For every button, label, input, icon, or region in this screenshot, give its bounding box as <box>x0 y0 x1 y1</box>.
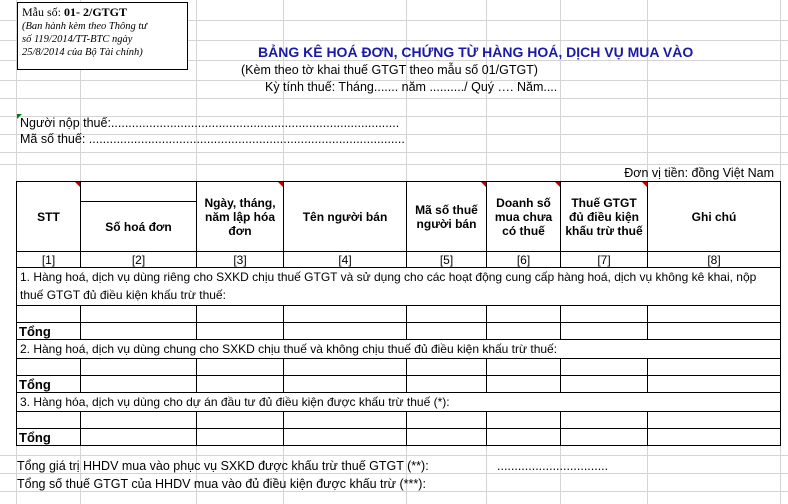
header-seller-tax-code: Mã số thuế người bán <box>407 182 487 252</box>
header-invoice-date: Ngày, tháng, năm lập hóa đơn <box>197 182 284 252</box>
table-cell[interactable] <box>81 376 197 393</box>
table-cell[interactable] <box>648 359 781 376</box>
section-2-total-label: Tổng <box>17 376 81 393</box>
table-cell[interactable] <box>648 412 781 429</box>
table-cell[interactable] <box>407 412 487 429</box>
table-cell[interactable] <box>407 323 487 340</box>
section-3-total-label: Tổng <box>17 429 81 446</box>
table-cell[interactable] <box>81 359 197 376</box>
col-number-4: [4] <box>284 252 407 268</box>
table-cell[interactable] <box>197 306 284 323</box>
table-cell[interactable] <box>561 412 648 429</box>
col-number-1: [1] <box>17 252 81 268</box>
table-cell[interactable] <box>81 429 197 446</box>
table-cell[interactable] <box>487 323 561 340</box>
col-number-8: [8] <box>648 252 781 268</box>
table-cell[interactable] <box>561 376 648 393</box>
header-invoice-number: Số hoá đơn <box>81 202 197 252</box>
form-number-box <box>17 2 188 70</box>
form-note-3: 25/8/2014 của Bộ Tài chính) <box>22 47 143 58</box>
footer-total-vat-line: Tổng số thuế GTGT của HHDV mua vào đủ điều kiện được khấu trừ (***): <box>17 477 426 491</box>
table-cell[interactable] <box>648 306 781 323</box>
table-cell[interactable] <box>197 323 284 340</box>
table-cell[interactable] <box>487 412 561 429</box>
form-note-2: số 119/2014/TT-BTC ngày <box>22 34 133 45</box>
table-cell[interactable] <box>197 376 284 393</box>
col-number-7: [7] <box>561 252 648 268</box>
table-cell[interactable] <box>17 359 81 376</box>
table-cell[interactable] <box>561 359 648 376</box>
table-cell[interactable] <box>17 306 81 323</box>
col-number-5: [5] <box>407 252 487 268</box>
table-cell[interactable] <box>284 429 407 446</box>
table-cell[interactable] <box>81 323 197 340</box>
section-1-heading: 1. Hàng hoá, dịch vụ dùng riêng cho SXKD chịu thuế GTGT và sử dụng cho các hoạt động cung cấp hàng hoá, dịch vụ không kê khai, nộp thuế GTGT đủ điều kiện khấu trừ thuế: <box>17 268 781 306</box>
table-cell[interactable] <box>487 429 561 446</box>
table-cell[interactable] <box>284 376 407 393</box>
table-cell[interactable] <box>561 306 648 323</box>
currency-unit: Đơn vị tiền: đồng Việt Nam <box>624 166 774 180</box>
table-cell[interactable] <box>648 376 781 393</box>
col-number-6: [6] <box>487 252 561 268</box>
table-cell[interactable] <box>561 323 648 340</box>
taxpayer-name-line[interactable]: Người nộp thuế:................................................................................... <box>20 116 400 130</box>
table-cell[interactable] <box>197 359 284 376</box>
table-cell[interactable] <box>284 323 407 340</box>
table-cell[interactable] <box>487 376 561 393</box>
section-1-total-label: Tổng <box>17 323 81 340</box>
page-title: BẢNG KÊ HOÁ ĐƠN, CHỨNG TỪ HÀNG HOÁ, DỊCH VỤ MUA VÀO <box>258 44 694 60</box>
table-cell[interactable] <box>197 429 284 446</box>
table-cell[interactable] <box>17 412 81 429</box>
table-cell[interactable] <box>284 359 407 376</box>
table-cell[interactable] <box>284 306 407 323</box>
table-cell[interactable] <box>197 412 284 429</box>
table-cell[interactable] <box>407 429 487 446</box>
tax-period: Kỳ tính thuế: Tháng....... năm ........../ Quý …. Năm.... <box>265 80 558 94</box>
form-code-prefix: Mẫu số: <box>22 5 64 19</box>
invoice-table <box>16 181 781 446</box>
table-cell[interactable] <box>648 323 781 340</box>
header-vat: Thuế GTGT đủ điều kiện khấu trừ thuế <box>561 182 648 252</box>
table-cell[interactable] <box>407 376 487 393</box>
col-number-3: [3] <box>197 252 284 268</box>
header-seller-name: Tên người bán <box>284 182 407 252</box>
table-cell[interactable] <box>407 359 487 376</box>
table-cell[interactable] <box>284 412 407 429</box>
form-code-value: 01- 2/GTGT <box>64 5 128 19</box>
footer-total-value-line: Tổng giá trị HHDV mua vào phục vụ SXKD được khấu trừ thuế GTGT (**): <box>17 459 429 473</box>
tax-code-line[interactable]: Mã số thuế: ........................................................................................... <box>20 132 405 146</box>
form-note-1: (Ban hành kèm theo Thông tư <box>22 21 148 32</box>
footer-total-value-dots[interactable]: ................................ <box>497 459 609 473</box>
table-cell[interactable] <box>81 306 197 323</box>
table-cell[interactable] <box>487 306 561 323</box>
table-cell[interactable] <box>407 306 487 323</box>
header-revenue: Doanh số mua chưa có thuế <box>487 182 561 252</box>
section-2-heading: 2. Hàng hoá, dịch vụ dùng chung cho SXKD chịu thuế và không chịu thuế đủ điều kiện khấu trừ thuế: <box>17 340 781 359</box>
form-code <box>22 5 183 20</box>
header-blank <box>81 182 197 202</box>
table-cell[interactable] <box>561 429 648 446</box>
header-stt: STT <box>17 182 81 252</box>
col-number-2: [2] <box>81 252 197 268</box>
page-subtitle: (Kèm theo tờ khai thuế GTGT theo mẫu số 01/GTGT) <box>241 63 538 77</box>
section-3-heading: 3. Hàng hóa, dịch vụ dùng cho dự án đầu tư đủ điều kiện được khấu trừ thuế (*): <box>17 393 781 412</box>
header-note: Ghi chú <box>648 182 781 252</box>
table-cell[interactable] <box>648 429 781 446</box>
table-cell[interactable] <box>487 359 561 376</box>
table-cell[interactable] <box>81 412 197 429</box>
